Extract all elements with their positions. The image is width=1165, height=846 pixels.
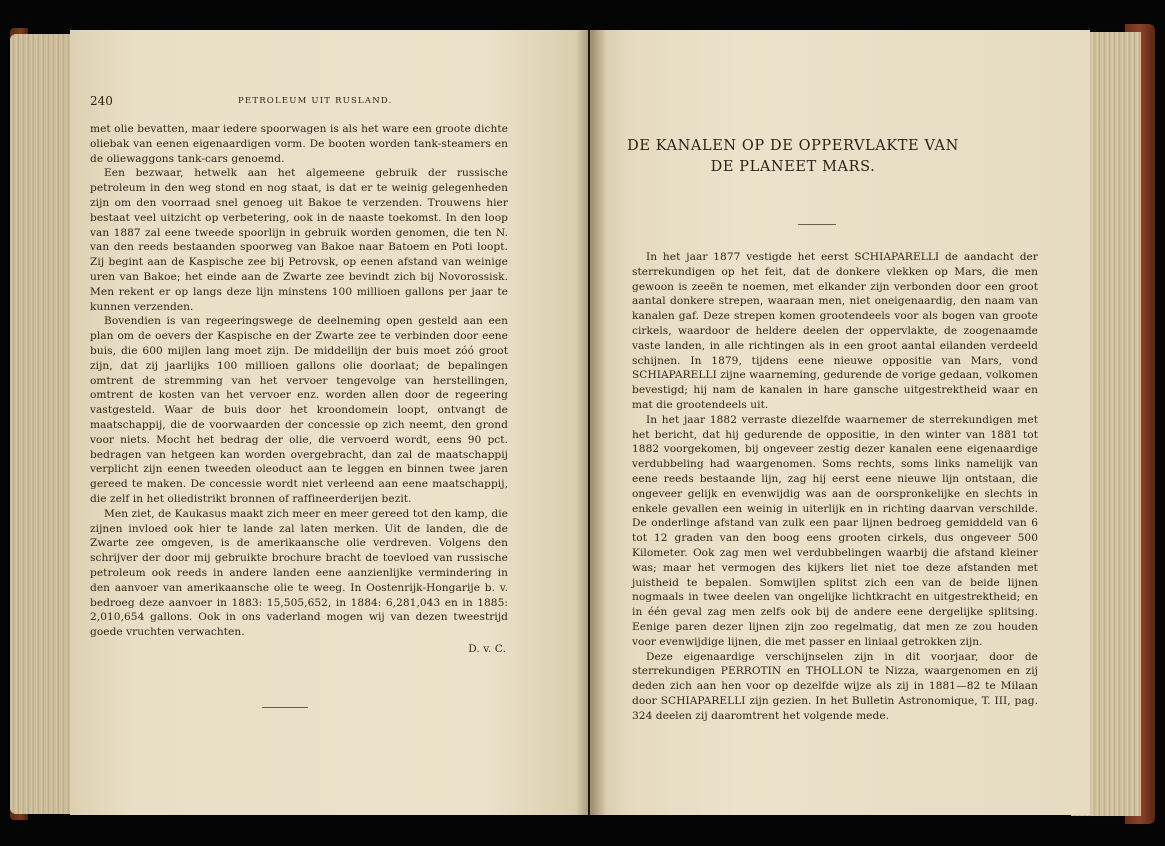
article-title: [590, 136, 996, 178]
page-number: 240: [90, 94, 113, 108]
title-line-2: DE PLANEET MARS.: [710, 159, 876, 175]
title-rule: [798, 224, 836, 225]
end-rule: [262, 707, 308, 708]
paragraph: In het jaar 1877 vestigde het eerst SCHIAPARELLI de aandacht der sterrekundigen op het feit, dat de donkere vlekken op Mars, die men gewoon is zeeën te noemen, met elkander zijn verbonden door een groot aantal donkere strepen, waaraan men, niet oneigenaardig, den naam van kanalen gaf. Deze strepen komen grootendeels voor als bogen van groote cirkels, waardoor de heldere deelen der oppervlakte, de zoogenaamde vaste landen, in alle richtingen als in een groot aantal eilanden verdeeld schijnen. In 1879, tijdens eene nieuwe oppositie van Mars, vond SCHIAPARELLI zijne waarneming, gedurende de vorige gedaan, volkomen bevestigd; hij nam de kanalen in hare gansche uitgestrektheid waar en mat die grootendeels uit.: [632, 251, 1038, 411]
running-head: PETROLEUM UIT RUSLAND.: [238, 96, 393, 106]
left-page-body: [90, 122, 508, 657]
paragraph: In het jaar 1882 verraste diezelfde waarnemer de sterrekundigen met het bericht, dat hij gedurende de oppositie, in den winter van 1881 tot 1882 voorgekomen, bij ongeveer zestig dezer kanalen eene eigenaardige verdubbeling had waargenomen. Soms rechts, soms links namelijk van eene reeds bestaande lijn, zag hij eerst eene nieuwe lijn ontstaan, die ongeveer gelijk en evenwijdig was aan de oorspronkelijke en slechts in enkele gevallen een weinig in uiterlijk en in richting daarvan verschilde. De onderlinge afstand van zulk een paar lijnen bedroeg gemiddeld van 6 tot 12 graden van den boog eens grooten cirkels, dus ongeveer 500 Kilometer. Ook zag men wel verdubbelingen waarbij die afstand kleiner was; maar het vermogen des kijkers liet niet toe deze afstanden met juistheid te bepalen. Somwijlen splitst zich een van de beide lijnen nogmaals in twee deelen van ongelijke lichtkracht en uitgestrektheid; en in één geval zag men zelfs ook bij de andere eene dergelijke splitsing. Eenige paren dezer lijnen zijn zoo regelmatig, dat men ze zou houden voor evenwijdige lijnen, die met passer en liniaal getrokken zijn.: [632, 413, 1038, 648]
paragraph: Men ziet, de Kaukasus maakt zich meer en meer gereed tot den kamp, die zijnen invloed ook hier te lande zal laten merken. Uit de landen, die de Zwarte zee omgeven, is de amerikaansche olie verdreven. Volgens den schrijver der door mij gebruikte brochure bracht de toevloed van russische petroleum ook reeds in andere landen eene aanzienlijke vermindering in den aanvoer van amerikaansche olie te weeg. In Oostenrijk-Hongarije b. v. bedroeg deze aanvoer in 1883: 15,505,652, in 1884: 6,281,043 en in 1885: 2,010,654 gallons. Ook in ons vaderland mogen wij van dezen tweestrijd goede vruchten verwachten.: [90, 507, 508, 639]
paragraph: Deze eigenaardige verschijnselen zijn in dit voorjaar, door de sterrekundigen PERROTIN en THOLLON te Nizza, waargenomen en zij deden zich aan hen voor op dezelfde wijze als zij in 1881—82 te Milaan door SCHIAPARELLI zijn gezien. In het Bulletin Astronomique, T. III, pag. 324 deelen zij daaromtrent het volgende mede.: [632, 650, 1038, 722]
open-book: [10, 24, 1155, 824]
paragraph: Bovendien is van regeeringswege de deelneming open gesteld aan een plan om de oevers der Kaspische en der Zwarte zee te verbinden door eene buis, die 600 mijlen lang moet zijn. De middellijn der buis moet zóó groot zijn, dat zij jaarlijks 100 millioen gallons olie doorlaat; de bepalingen omtrent de stremming van het vervoer tengevolge van herstellingen, omtrent de kosten van het vervoer enz. worden allen door de regeering vastgesteld. Waar de buis door het kroondomein loopt, ontvangt de maatschappij, die de voorwaarden der concessie op zich neemt, den grond voor niets. Mocht het bedrag der olie, die vervoerd wordt, eens 90 pct. bedragen van hetgeen kan worden overgebracht, dan zal de maatschappij verplicht zijn eenen tweeden oleoduct aan te leggen en binnen twee jaren gereed te maken. De concessie wordt niet verleend aan eene maatschappij, die zelf in het oliedistrikt bronnen of raffineerderijen bezit.: [90, 315, 508, 505]
paragraph: met olie bevatten, maar iedere spoorwagen is als het ware een groote dichte oliebak van eenen eigenaardigen vorm. De booten worden tank-steamers en de oliewaggons tank-cars genoemd.: [90, 123, 508, 165]
title-line-1: DE KANALEN OP DE OPPERVLAKTE VAN: [627, 138, 959, 154]
right-page-body: [632, 250, 1038, 724]
signature: D. v. C.: [468, 642, 506, 655]
paragraph: Een bezwaar, hetwelk aan het algemeene gebruik der russische petroleum in den weg stond en nog staat, is dat er te weinig gelegenheden zijn om den voorraad snel genoeg uit Bakoe te verzenden. Trouwens hier bestaat veel uitzicht op verbetering, ook in de naaste toekomst. In den loop van 1887 zal eene tweede spoorlijn in gebruik worden genomen, die ten N. van den reeds bestaanden spoorweg van Bakoe naar Batoem en Poti loopt. Zij begint aan de Kaspische zee bij Petrovsk, op eenen afstand van weinige uren van Bakoe; het einde aan de Zwarte zee bevindt zich bij Novorossisk. Men rekent er op langs deze lijn minstens 100 millioen gallons per jaar te kunnen verzenden.: [90, 167, 508, 313]
